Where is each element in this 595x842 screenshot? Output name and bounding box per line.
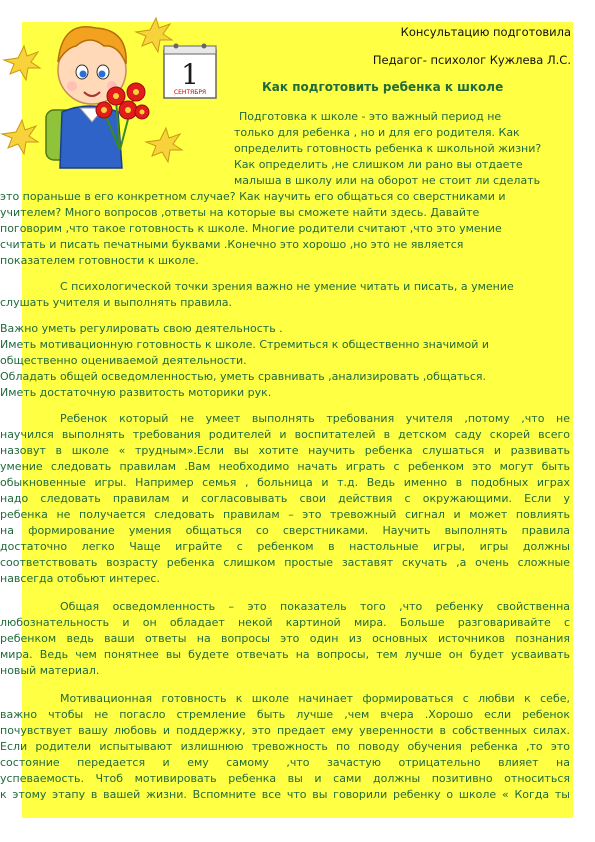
paragraph-4-line: соответствовать возрасту ребенка слишком простые заставят скучать ,а очень сложные: [0, 556, 570, 569]
paragraph-5-line: новый материал.: [0, 664, 100, 677]
paragraph-6-line: состояние передается и ему самому ,что зачастую отрицательно влияет на: [0, 756, 570, 769]
paragraph-2-line: С психологической точки зрения важно не умение читать и писать, а умение: [60, 280, 514, 293]
page-title: Как подготовить ребенка к школе: [262, 80, 504, 94]
paragraph-5-line: любознательность и он обладает некой картиной мира. Больше разговаривайте с: [0, 616, 570, 629]
paragraph-1-line: только для ребенка , но и для его родителя. Как: [234, 126, 520, 139]
requirement-item: Обладать общей осведомленностью, уметь сравнивать ,анализировать ,общаться.: [0, 370, 487, 383]
paragraph-2-line: слушать учителя и выполнять правила.: [0, 296, 233, 309]
child-with-flowers-illustration: [0, 0, 236, 180]
maple-leaf-icon: [146, 128, 182, 162]
paragraph-6-line: почувствует вашу любовь и поддержку, это предает ему уверенности в собственных силах.: [0, 724, 570, 737]
prepared-by-label: Консультацию подготовила: [400, 25, 571, 39]
paragraph-4-line: надо следовать правилам и согласовывать свои действия с окружающими. Если у: [0, 492, 570, 505]
paragraph-6-line: к этому этапу в вашей жизни. Вспомните все что вы говорили ребенку о школе « Когда ты: [0, 788, 570, 801]
paragraph-1-line: малыша в школу или на оборот не стоит ли сделать: [234, 174, 541, 187]
calendar-icon: [164, 44, 216, 99]
maple-leaf-icon: [4, 46, 40, 80]
paragraph-1-line: учителем? Много вопросов ,ответы на которые вы сможете найти здесь. Давайте: [0, 206, 480, 219]
requirement-item: общественно оцениваемой деятельности.: [0, 354, 247, 367]
paragraph-6-line: важно чтобы не погасло стремление быть лучше ,чем вчера .Хорошо если ребенок: [0, 708, 570, 721]
paragraph-4-line: ребенка не получается следовать правилам – это тревожный сигнал и может повлиять: [0, 508, 570, 521]
maple-leaf-icon: [2, 120, 38, 154]
paragraph-4-line: Ребенок который не умеет выполнять требования учителя ,потому ,что не: [60, 412, 570, 425]
paragraph-6-line: успеваемость. Чтоб мотивировать ребенка вы и сами должны позитивно относиться: [0, 772, 570, 785]
paragraph-4-line: навсегда отобьют интерес.: [0, 572, 160, 585]
requirement-item: Иметь мотивационную готовность к школе. Стремиться к общественно значимой и: [0, 338, 490, 351]
paragraph-5-line: ребенком ведь ваши ответы на вопросы это один из основных источников познания: [0, 632, 570, 645]
paragraph-6-line: Если родители испытывают излишнюю тревожность по поводу обучения ребенка ,то это: [0, 740, 570, 753]
paragraph-5-line: мира. Ведь чем понятнее вы будете отвечать на вопросы, тем лучше он будет усваивать: [0, 648, 570, 661]
paragraph-4-line: умение следовать правилам .Вам необходимо начать играть с ребенком это могут быть: [0, 460, 570, 473]
paragraph-4-line: назовут в школе « трудным».Если вы хотите научить ребенка слушаться и развивать: [0, 444, 570, 457]
paragraph-5-line: Общая осведомленность – это показатель того ,что ребенку свойственна: [60, 600, 570, 613]
requirement-item: Важно уметь регулировать свою деятельность .: [0, 322, 283, 335]
paragraph-4-line: достаточно легко Чаще играйте с ребенком в настольные игры, игры должны: [0, 540, 570, 553]
author-name: Педагог- психолог Кужлева Л.С.: [372, 53, 571, 67]
svg-text:СЕНТЯБРЯ: СЕНТЯБРЯ: [173, 89, 207, 96]
paragraph-1-line: показателем готовности к школе.: [0, 254, 199, 267]
svg-text:1: 1: [181, 58, 199, 91]
paragraph-1-line: это пораньше в его конкретном случае? Как научить его общаться со сверстниками и: [0, 190, 506, 203]
paragraph-4-line: на формирование умения общаться со сверстниками. Научить выполнять правила: [0, 524, 570, 537]
paragraph-4-line: научился выполнять требования родителей и воспитателей в детском саду скорей всего: [0, 428, 570, 441]
paragraph-1-line: поговорим ,что такое готовность к школе. Многие родители считают ,что это умение: [0, 222, 502, 235]
requirement-item: Иметь достаточную развитость моторики рук.: [0, 386, 272, 399]
paragraph-6-line: Мотивационная готовность к школе начинает формироваться с любви к себе,: [60, 692, 570, 705]
paragraph-1-line: Как определить ,не слишком ли рано вы отдаете: [234, 158, 523, 171]
paragraph-1-line: определить готовность ребенка к школьной жизни?: [234, 142, 542, 155]
paragraph-1-line: считать и писать печатными буквами .Конечно это хорошо ,но это не является: [0, 238, 464, 251]
paragraph-4-line: обыкновенные игры. Например семья , больница и т.д. Ведь именно в подобных играх: [0, 476, 570, 489]
paragraph-1-line: Подготовка к школе - это важный период не: [239, 110, 502, 123]
